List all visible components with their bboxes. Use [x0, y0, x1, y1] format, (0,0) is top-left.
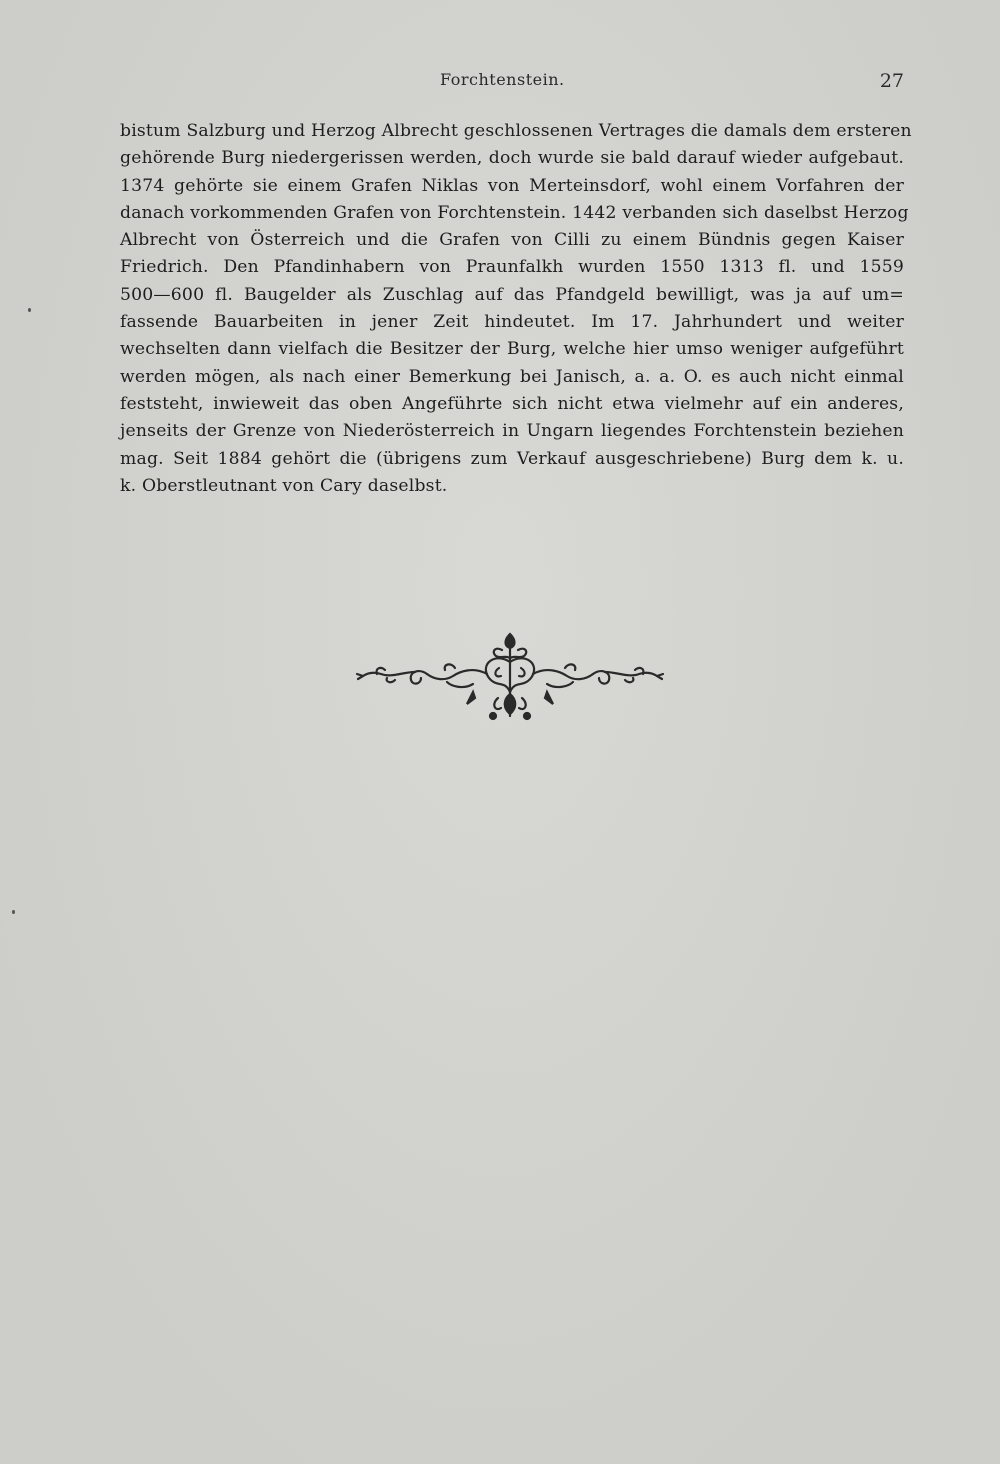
- text-line: 1374 gehörte sie einem Grafen Niklas von Merteinsdorf, wohl einem Vorfahren der: [120, 175, 904, 196]
- text-line: Albrecht von Österreich und die Grafen von Cilli zu einem Bündnis gegen Kaiser: [120, 230, 904, 251]
- text-line: werden mögen, als nach einer Bemerkung bei Janisch, a. a. O. es auch nicht einmal: [120, 366, 904, 387]
- text-line: danach vorkommenden Grafen von Forchtenstein. 1442 verbanden sich daselbst Herzog: [120, 202, 909, 223]
- text-line: wechselten dann vielfach die Besitzer der Burg, welche hier umso weniger aufgeführt: [120, 339, 904, 360]
- floral-vignette-icon: [355, 628, 665, 724]
- paper-speck: [12, 910, 15, 914]
- text-line: Friedrich. Den Pfandinhabern von Praunfalkh wurden 1550 1313 fl. und 1559: [120, 257, 904, 278]
- text-line: fassende Bauarbeiten in jener Zeit hindeutet. Im 17. Jahrhundert und weiter: [120, 312, 904, 333]
- text-line: 500—600 fl. Baugelder als Zuschlag auf das Pfandgeld bewilligt, was ja auf um=: [120, 284, 904, 305]
- text-line: gehörende Burg niedergerissen werden, doch wurde sie bald darauf wieder aufgebaut.: [120, 148, 904, 169]
- paper-speck: [28, 308, 31, 312]
- text-line: mag. Seit 1884 gehört die (übrigens zum Verkauf ausgeschriebene) Burg dem k. u.: [120, 448, 904, 469]
- text-line: jenseits der Grenze von Niederösterreich in Ungarn liegendes Forchtenstein beziehen: [120, 421, 904, 442]
- page-number: 27: [879, 70, 904, 92]
- text-line: bistum Salzburg und Herzog Albrecht geschlossenen Vertrages die damals dem ersteren: [120, 121, 912, 141]
- body-paragraph: [120, 118, 912, 500]
- text-line: k. Oberstleutnant von Cary daselbst.: [120, 475, 448, 496]
- text-line: feststeht, inwieweit das oben Angeführte sich nicht etwa vielmehr auf ein anderes,: [120, 393, 904, 414]
- running-title: Forchtenstein.: [440, 70, 565, 89]
